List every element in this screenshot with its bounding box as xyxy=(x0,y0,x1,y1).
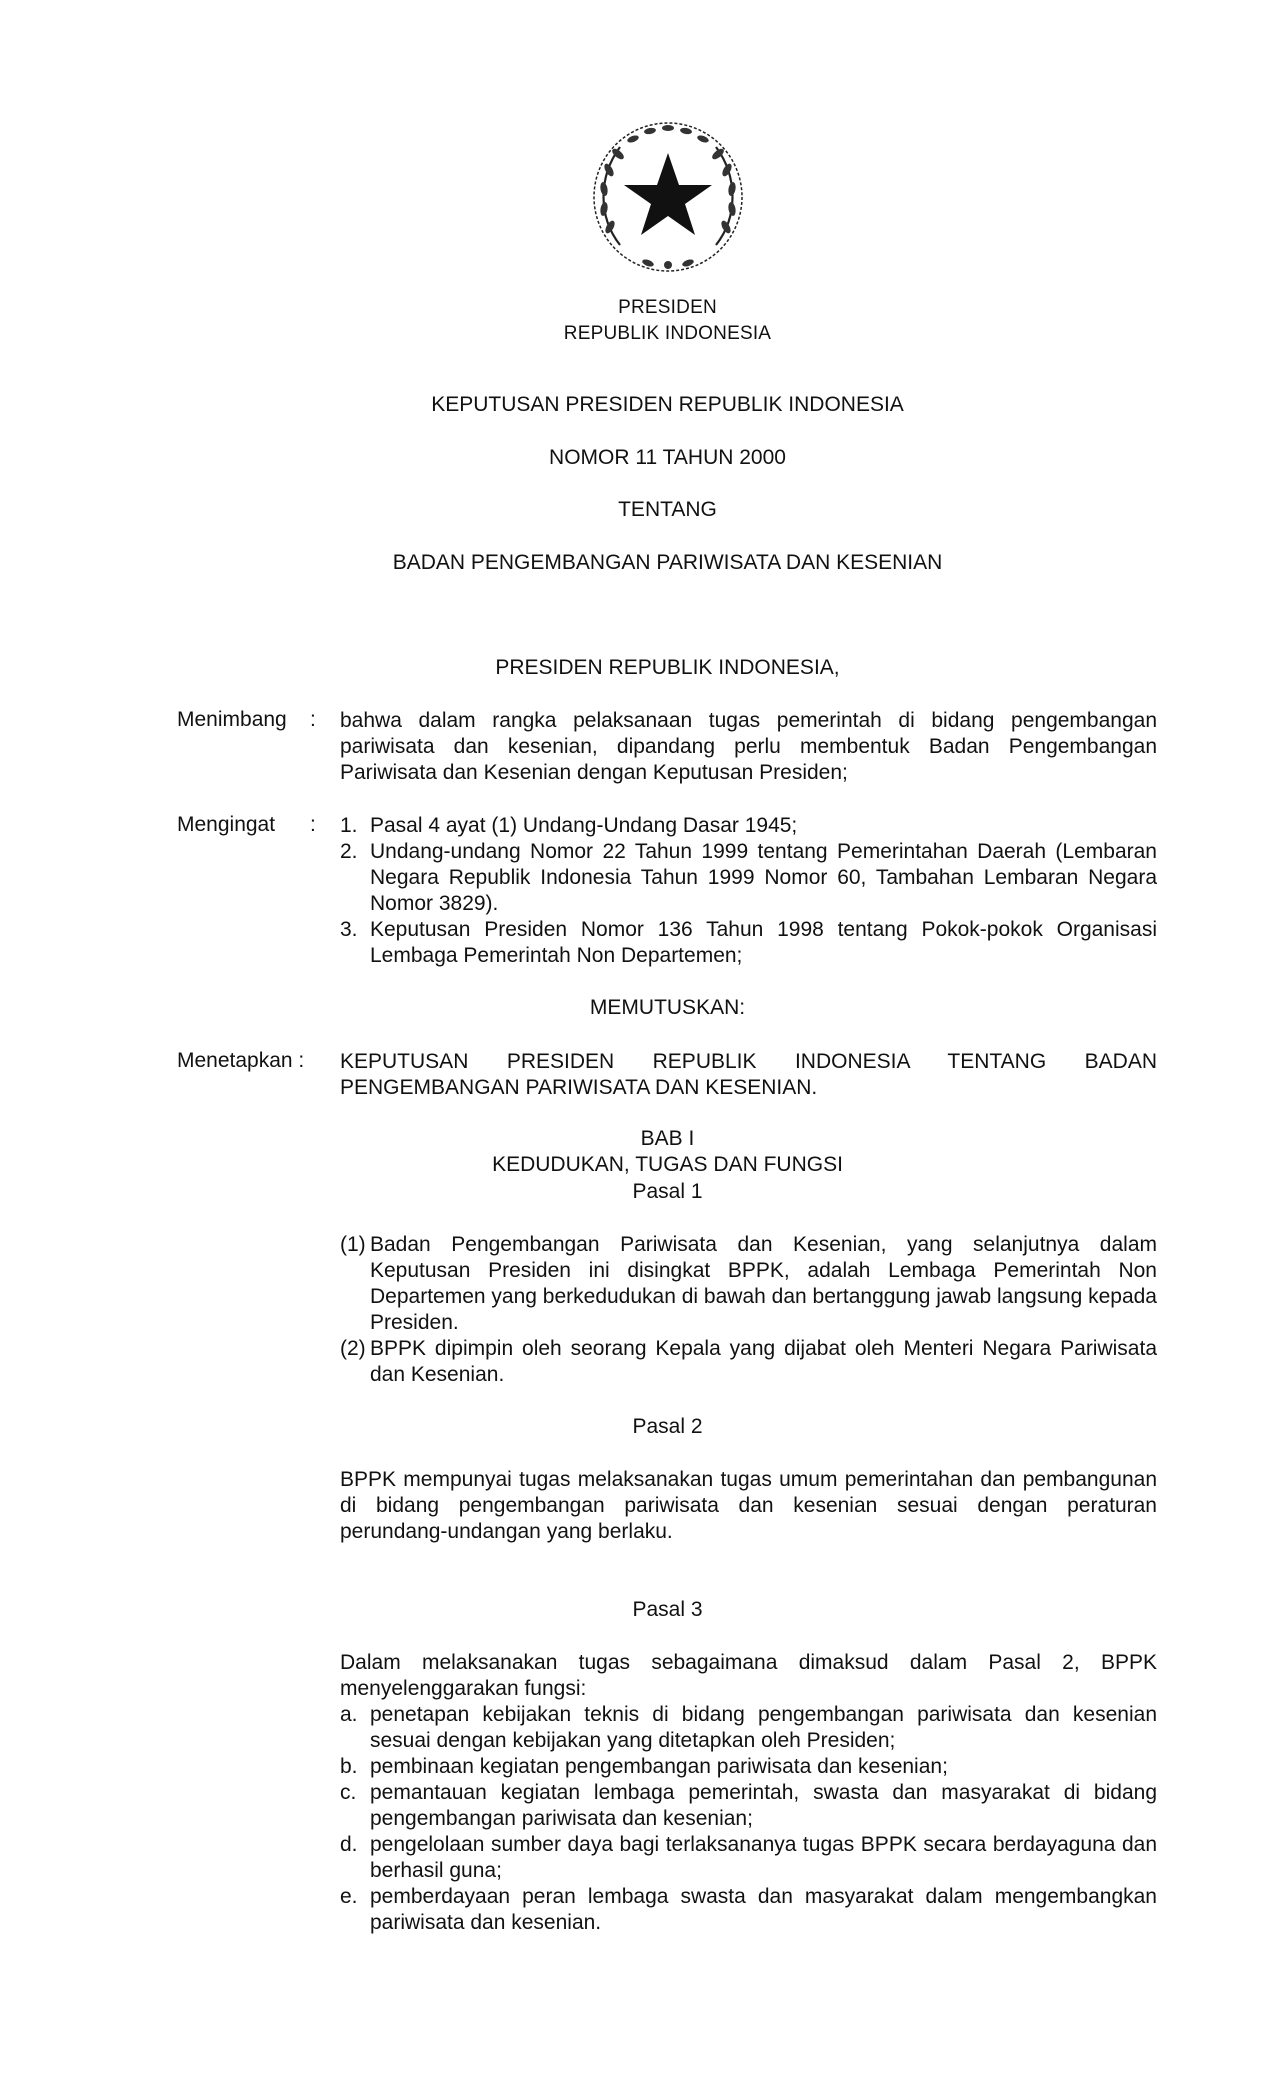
list-item-text: Badan Pengembangan Pariwisata dan Kesenian, yang selanjutnya dalam Keputusan Presiden ini disingkat BPPK, adalah Lembaga Pemerintah Non Departemen yang berkedudukan di bawah dan bertanggung jawab langsung kepada Presiden. xyxy=(370,1233,1157,1334)
list-item-text: Undang-undang Nomor 22 Tahun 1999 tentang Pemerintahan Daerah (Lembaran Negara Republik Indonesia Tahun 1999 Nomor 60, Tambahan Lembaran Negara Nomor 3829). xyxy=(370,840,1157,915)
decree-number: NOMOR 11 TAHUN 2000 xyxy=(549,446,786,469)
menimbang-label: Menimbang xyxy=(177,708,287,731)
list-item-text: BPPK dipimpin oleh seorang Kepala yang dijabat oleh Menteri Negara Pariwisata dan Kesenian. xyxy=(370,1337,1157,1386)
pasal3-heading: Pasal 3 xyxy=(632,1598,703,1621)
list-marker: 2. xyxy=(340,840,358,863)
list-marker: b. xyxy=(340,1755,358,1778)
list-marker: d. xyxy=(340,1833,358,1856)
list-item-text: pengelolaan sumber daya bagi terlaksananya tugas BPPK secara berdayaguna dan berhasil guna; xyxy=(370,1833,1157,1882)
list-item xyxy=(340,1832,1157,1884)
list-marker: a. xyxy=(340,1703,358,1726)
list-item xyxy=(340,1232,1157,1336)
list-marker: (2) xyxy=(340,1337,366,1360)
list-item-text: Pasal 4 ayat (1) Undang-Undang Dasar 1945; xyxy=(370,814,798,837)
letterhead-republic: REPUBLIK INDONESIA xyxy=(563,323,772,344)
mengingat-label: Mengingat xyxy=(177,813,276,836)
pasal1-heading: Pasal 1 xyxy=(632,1180,703,1203)
list-item xyxy=(340,917,1157,969)
letterhead-president: PRESIDEN xyxy=(618,297,717,318)
pasal2-text: BPPK mempunyai tugas melaksanakan tugas umum pemerintahan dan pembangunan di bidang pengembangan pariwisata dan kesenian sesuai dengan peraturan perundang-undangan yang berlaku. xyxy=(340,1468,1157,1543)
list-marker: e. xyxy=(340,1885,358,1908)
list-item xyxy=(340,1754,1157,1780)
memutuskan-heading: MEMUTUSKAN: xyxy=(589,996,746,1019)
list-item-text: pemantauan kegiatan lembaga pemerintah, swasta dan masyarakat di bidang pengembangan pariwisata dan kesenian; xyxy=(370,1781,1157,1830)
decree-about: TENTANG xyxy=(618,498,717,521)
decree-title: KEPUTUSAN PRESIDEN REPUBLIK INDONESIA xyxy=(431,393,904,416)
menetapkan-text: KEPUTUSAN PRESIDEN REPUBLIK INDONESIA TENTANG BADAN PENGEMBANGAN PARIWISATA DAN KESENIAN. xyxy=(340,1050,1157,1099)
list-item-text: Keputusan Presiden Nomor 136 Tahun 1998 tentang Pokok-pokok Organisasi Lembaga Pemerintah Non Departemen; xyxy=(370,918,1157,967)
list-marker: (1) xyxy=(340,1233,366,1256)
mengingat-list xyxy=(340,813,1157,969)
decree-subject: BADAN PENGEMBANGAN PARIWISATA DAN KESENIAN xyxy=(392,551,943,574)
presidential-emblem-icon xyxy=(588,117,748,277)
pasal3-list xyxy=(340,1702,1157,1936)
list-item-text: pembinaan kegiatan pengembangan pariwisata dan kesenian; xyxy=(370,1755,948,1778)
list-item xyxy=(340,839,1157,917)
list-item-text: pemberdayaan peran lembaga swasta dan masyarakat dalam mengembangkan pariwisata dan kesenian. xyxy=(370,1885,1157,1934)
menetapkan-label: Menetapkan : xyxy=(177,1049,305,1072)
mengingat-colon: : xyxy=(310,813,316,836)
bab-heading: BAB I xyxy=(640,1127,695,1150)
list-item xyxy=(340,1884,1157,1936)
bab-title: KEDUDUKAN, TUGAS DAN FUNGSI xyxy=(492,1153,843,1176)
list-item xyxy=(340,813,1157,839)
issuer: PRESIDEN REPUBLIK INDONESIA, xyxy=(495,656,840,679)
pasal3-intro: Dalam melaksanakan tugas sebagaimana dimaksud dalam Pasal 2, BPPK menyelenggarakan fungsi: xyxy=(340,1651,1157,1700)
pasal1-list xyxy=(340,1232,1157,1388)
menimbang-colon: : xyxy=(310,708,316,731)
pasal2-heading: Pasal 2 xyxy=(632,1415,703,1438)
menimbang-text: bahwa dalam rangka pelaksanaan tugas pemerintah di bidang pengembangan pariwisata dan kesenian, dipandang perlu membentuk Badan Pengembangan Pariwisata dan Kesenian dengan Keputusan Presiden; xyxy=(340,709,1157,784)
list-item xyxy=(340,1780,1157,1832)
list-marker: 3. xyxy=(340,918,358,941)
list-marker: c. xyxy=(340,1781,357,1804)
list-item-text: penetapan kebijakan teknis di bidang pengembangan pariwisata dan kesenian sesuai dengan kebijakan yang ditetapkan oleh Presiden; xyxy=(370,1703,1157,1752)
list-item xyxy=(340,1336,1157,1388)
list-item xyxy=(340,1702,1157,1754)
list-marker: 1. xyxy=(340,814,358,837)
